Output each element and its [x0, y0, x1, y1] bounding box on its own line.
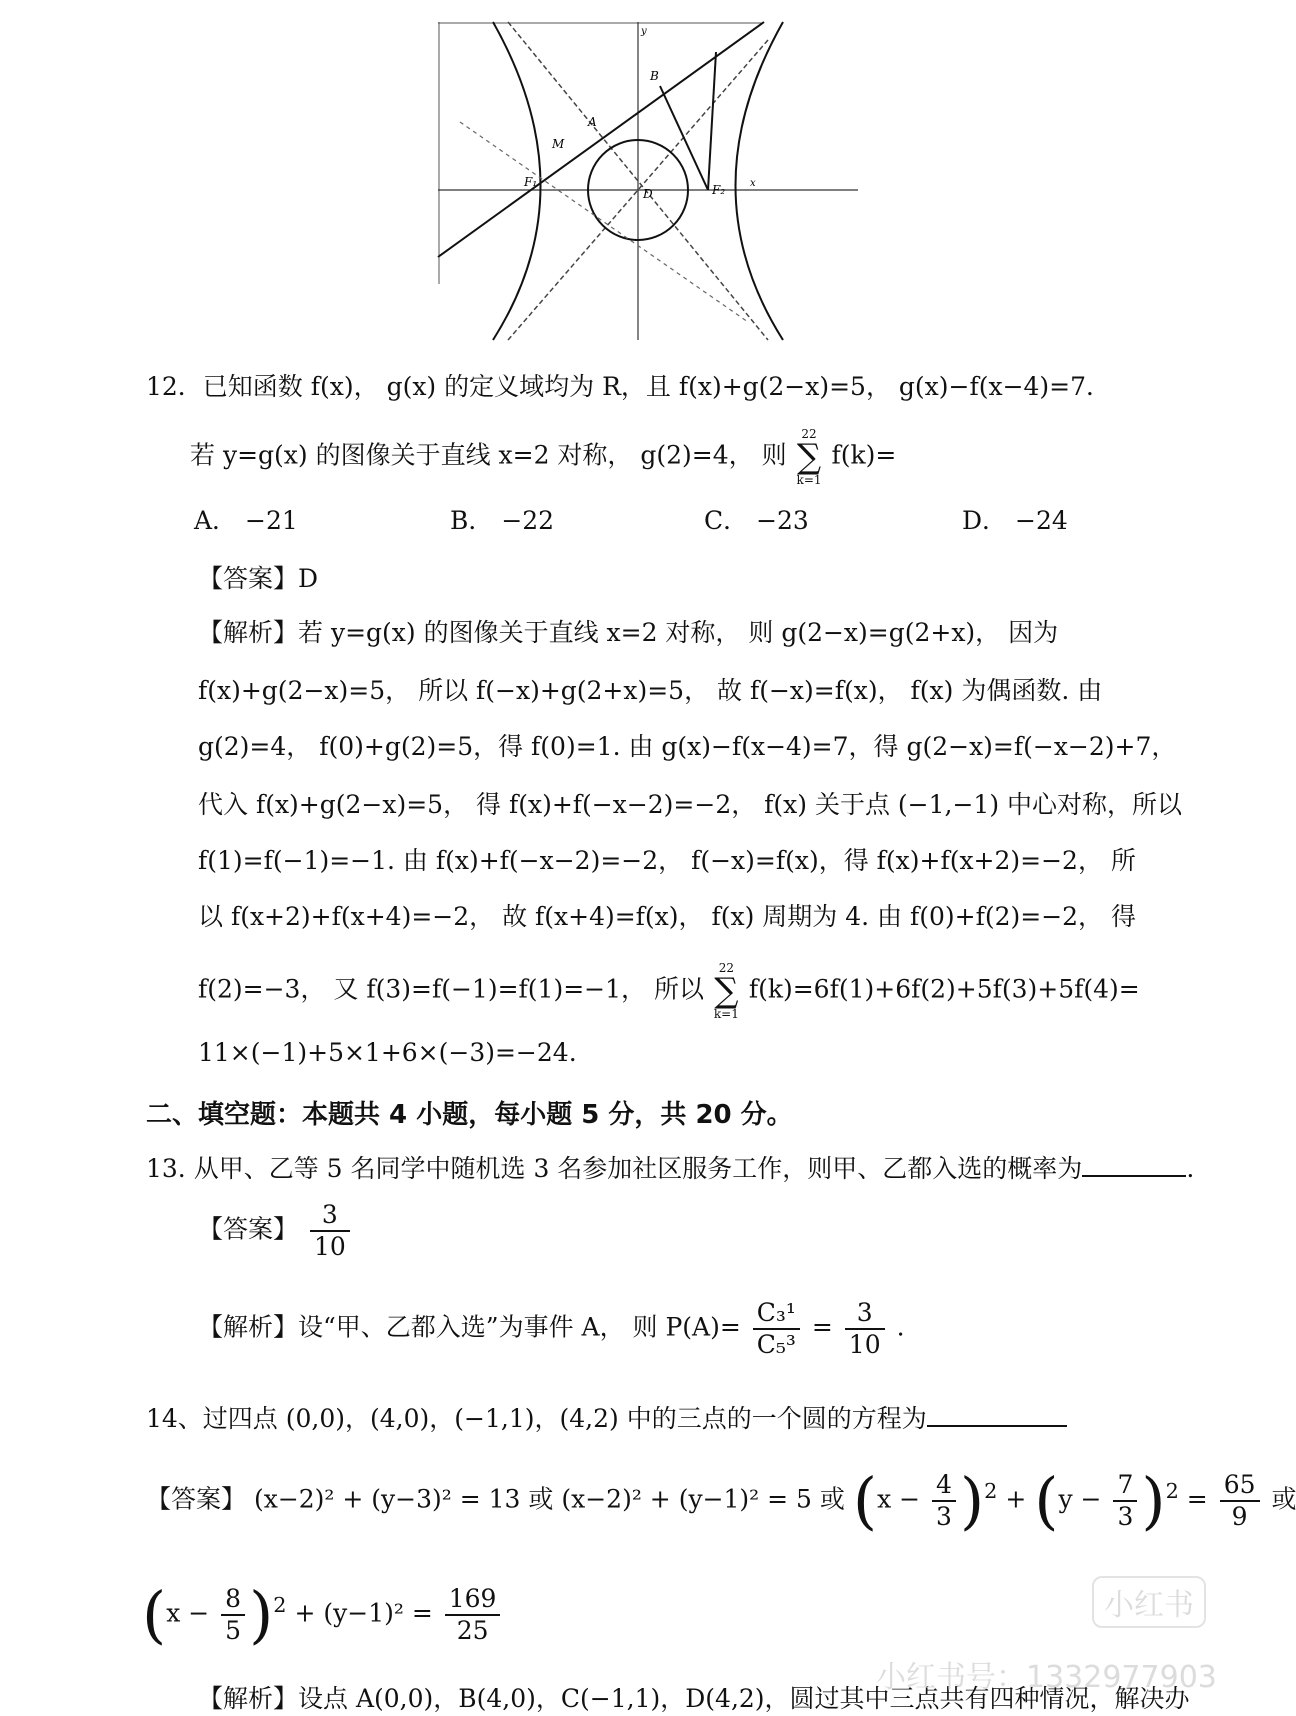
label-y-axis: y: [641, 26, 647, 37]
q14-eq3-xfrac: [932, 1470, 956, 1532]
q14-eq4-xsq: 2: [273, 1593, 287, 1618]
watermark-logo: 小红书: [1092, 1576, 1206, 1628]
q12-analysis-line4: 代入 f(x)+g(2−x)=5， 得 f(x)+f(−x−2)=−2， f(x) 关于点 (−1,−1) 中心对称，所以: [198, 790, 1183, 819]
q12-analysis-sum-top: 22: [718, 961, 735, 975]
q13-answer: [198, 1200, 354, 1262]
q13-analysis-end: .: [896, 1312, 905, 1342]
q14-eq3-eq: =: [1186, 1484, 1208, 1514]
q12-option-d: D． −24: [962, 506, 1068, 535]
sigma-icon: ∑: [714, 971, 739, 1011]
q14-eq3-y: y −: [1058, 1484, 1102, 1514]
q14-eq4-rden: 25: [456, 1616, 489, 1645]
segment-f2-n: [708, 52, 716, 190]
paren-open: (: [142, 1578, 167, 1651]
q14-answer-blank: [927, 1425, 1067, 1427]
hyperbola-figure: [438, 22, 764, 340]
q14-answer-label: 【答案】: [146, 1484, 247, 1514]
q12-analysis-l7-post: f(k)=6f(1)+6f(2)+5f(3)+5f(4)=: [748, 974, 1140, 1004]
q13-analysis-frac2-den: 10: [848, 1330, 881, 1359]
q13-answer-num: 3: [310, 1200, 350, 1232]
q13-analysis-frac2-num: 3: [845, 1298, 885, 1330]
label-A: A: [588, 115, 597, 129]
paren-open: (: [852, 1464, 878, 1537]
q14-eq3-rfrac: [1220, 1470, 1260, 1532]
q14-eq3-xden: 3: [936, 1502, 952, 1531]
q12-analysis-line2: f(x)+g(2−x)=5， 所以 f(−x)+g(2+x)=5， 故 f(−x)=f(x)， f(x) 为偶函数. 由: [198, 676, 1103, 705]
q13-end: .: [1186, 1154, 1195, 1183]
q13-answer-label: 【答案】: [198, 1214, 299, 1244]
q12-option-a: A． −21: [194, 506, 298, 535]
q14-text: 14、过四点 (0,0)，(4,0)，(−1,1)，(4,2) 中的三点的一个圆的方程为: [146, 1404, 927, 1433]
q14-answer-line2: [142, 1578, 504, 1651]
paren-close: ): [1141, 1464, 1166, 1537]
q14-eq3-plus: +: [1005, 1484, 1027, 1514]
q14-answer-line1: [146, 1464, 1296, 1537]
label-F2: F₂: [712, 183, 726, 197]
q14-eq4-rnum: 169: [445, 1584, 501, 1616]
section-2-title: 二、填空题：本题共 4 小题，每小题 5 分，共 20 分。: [146, 1100, 793, 1130]
q13-answer-fraction: [310, 1200, 350, 1262]
q12-analysis-line1: 【解析】若 y=g(x) 的图像关于直线 x=2 对称， 则 g(2−x)=g(2+x)， 因为: [198, 618, 1059, 647]
q14-eq4-xnum: 8: [221, 1584, 245, 1616]
q13-analysis-eq: =: [811, 1312, 833, 1342]
q14-eq3-rden: 9: [1231, 1502, 1248, 1531]
q14-or-3: 或: [1271, 1484, 1296, 1514]
q14-eq4-mid: + (y−1)² =: [294, 1598, 433, 1628]
q13-text: 13. 从甲、乙等 5 名同学中随机选 3 名参加社区服务工作，则甲、乙都入选的概率为: [146, 1154, 1083, 1183]
segment-b-f2: [660, 86, 708, 190]
q14-eq2: (x−2)² + (y−1)² = 5: [561, 1484, 812, 1514]
q13-answer-blank: [1082, 1175, 1186, 1177]
q12-analysis-line8: 11×(−1)+5×1+6×(−3)=−24.: [198, 1038, 577, 1067]
q14-eq3-ysq: 2: [1165, 1479, 1179, 1504]
q14-eq3-ynum: 7: [1113, 1470, 1137, 1502]
q12-analysis-sum-sign: [714, 962, 739, 1020]
q12-analysis-l7-pre: f(2)=−3， 又 f(3)=f(−1)=f(1)=−1， 所以: [198, 974, 704, 1004]
q13-text-line: [146, 1152, 1194, 1186]
q14-eq3-yfrac: [1113, 1470, 1137, 1532]
q13-answer-den: 10: [313, 1232, 346, 1261]
paren-close: ): [959, 1464, 985, 1537]
q12-line1: 12．已知函数 f(x)， g(x) 的定义域均为 R，且 f(x)+g(2−x)=5， g(x)−f(x−4)=7．: [146, 372, 1112, 401]
watermark-id: 小红书号：1332977903: [876, 1660, 1217, 1695]
q13-analysis: [198, 1298, 905, 1360]
q12-sum-bottom: k=1: [796, 473, 822, 487]
q14-eq1: (x−2)² + (y−3)² = 13: [253, 1484, 521, 1514]
q13-analysis-frac1-den: C₅³: [756, 1330, 796, 1359]
q14-eq3-xnum: 4: [932, 1470, 956, 1502]
q12-analysis-line5: f(1)=f(−1)=−1. 由 f(x)+f(−x−2)=−2， f(−x)=f(x)，得 f(x)+f(x+2)=−2， 所: [198, 846, 1136, 875]
q14-eq4-xfrac: [221, 1584, 245, 1646]
hyperbola-right-branch: [736, 22, 784, 340]
label-x-axis: x: [750, 178, 756, 189]
label-D: D: [643, 187, 653, 201]
q14-eq3-x: x −: [877, 1484, 921, 1514]
q12-option-c: C． −23: [704, 506, 809, 535]
q12-line2: [190, 428, 896, 486]
q13-analysis-frac1-num: C₃¹: [753, 1298, 800, 1330]
q14-eq3-xsq: 2: [984, 1479, 998, 1504]
label-M: M: [552, 137, 565, 151]
q12-sum-top: 22: [801, 427, 817, 441]
q14-eq3-rnum: 65: [1220, 1470, 1260, 1502]
paren-close: ): [249, 1578, 274, 1651]
sigma-icon: ∑: [796, 437, 822, 477]
q14-or-1: 或: [528, 1484, 554, 1514]
q14-eq4-x: x −: [166, 1598, 210, 1628]
q12-option-b: B． −22: [450, 506, 555, 535]
q13-analysis-frac2: [845, 1298, 885, 1360]
label-F1: F₁: [524, 175, 538, 189]
q14-analysis: 【解析】设点 A(0,0)，B(4,0)，C(−1,1)，D(4,2)，圆过其中三点共有四种情况，解决办: [198, 1684, 1190, 1713]
q12-analysis-line6: 以 f(x+2)+f(x+4)=−2， 故 f(x+4)=f(x)， f(x) 周期为 4. 由 f(0)+f(2)=−2， 得: [198, 902, 1137, 931]
q14-eq4-rfrac: [445, 1584, 501, 1646]
q12-answer: 【答案】D: [198, 564, 319, 593]
q14-eq4-xden: 5: [225, 1616, 242, 1645]
q12-line2-pre: 若 y=g(x) 的图像关于直线 x=2 对称， g(2)=4， 则: [190, 440, 787, 470]
q14-text-line: [146, 1402, 1067, 1436]
q12-analysis-line7: [198, 962, 1140, 1020]
label-B: B: [650, 69, 659, 83]
paren-open: (: [1034, 1464, 1059, 1537]
q12-line2-post: f(k)=: [831, 440, 897, 470]
q13-analysis-frac1: [753, 1298, 800, 1360]
q13-analysis-pre: 【解析】设“甲、乙都入选”为事件 A， 则 P(A)=: [198, 1312, 741, 1342]
q14-eq3-yden: 3: [1117, 1502, 1134, 1531]
q12-analysis-line3: g(2)=4， f(0)+g(2)=5，得 f(0)=1. 由 g(x)−f(x−4)=7，得 g(2−x)=f(−x−2)+7，: [198, 732, 1177, 761]
q12-sum-sign: [797, 428, 822, 486]
q14-or-2: 或: [819, 1484, 845, 1514]
q12-analysis-sum-bottom: k=1: [713, 1007, 739, 1021]
